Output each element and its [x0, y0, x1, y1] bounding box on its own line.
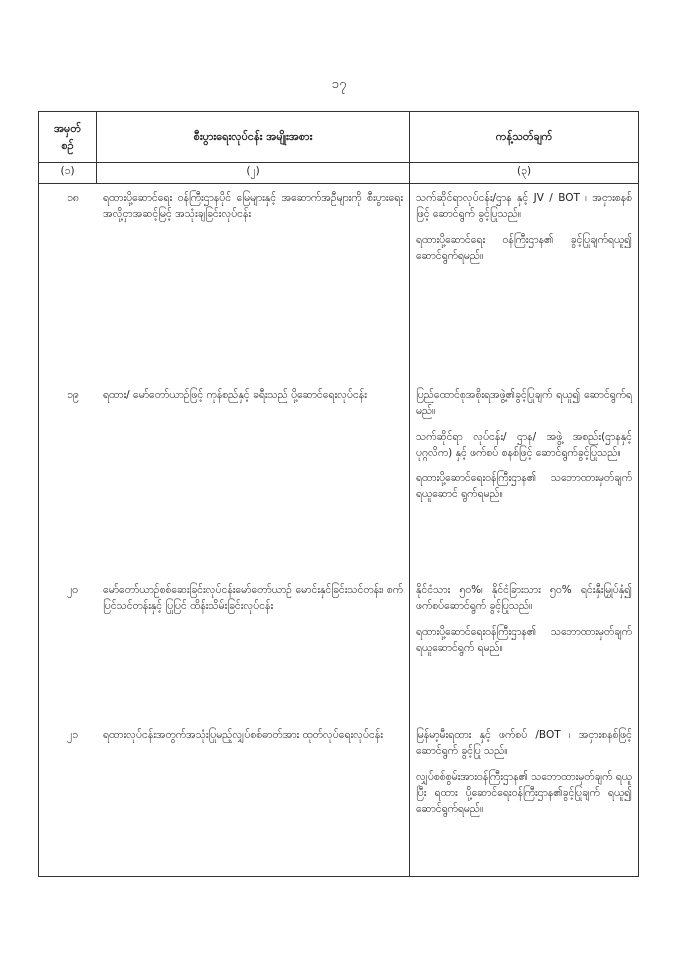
page-number: ၁၇ [331, 77, 347, 92]
regulation-table [38, 111, 639, 877]
row-number: ၂၀ [67, 584, 79, 596]
restriction-note: သက်ဆိုင်ရာလုပ်ငန်း/ဌာန နှင့် JV / BOT ၊ အငှားစနစ်ဖြင့် ဆောင်ရွက် ခွင့်ပြုသည်။ [416, 192, 632, 221]
column-number-1: (၁) [39, 163, 97, 184]
restriction-note: ပြည်ထောင်စုအစိုးရအဖွဲ့၏ခွင့်ပြုချက် ရယူ၍ ဆောင်ရွက်ရမည်။ [416, 389, 632, 418]
column-number-3: (၃) [410, 163, 639, 184]
business-description: မော်တော်ယာဉ်စစ်ဆေးခြင်းလုပ်ငန်းမော်တော်ယာဉ် မောင်းနှင်ခြင်းသင်တန်း၊ စက်ပြင်သင်တန်းနှင့် ပြုပြင် ထိန်းသိမ်းခြင်းလုပ်ငန်း [103, 584, 403, 613]
restriction-cell [410, 184, 639, 877]
restriction-note: နိုင်ငံသား ၅၀%၊ နိုင်ငံခြားသား ၅၀% ရင်းနှီးမြှုပ်နှံ၍ ဖက်စပ်ဆောင်ရွက် ခွင့်ပြုသည်။ [416, 584, 632, 613]
serial-and-business-cell [39, 184, 410, 877]
restriction-note: လျှပ်စစ်စွမ်းအားဝန်ကြီးဌာန၏ သဘောထားမှတ်ချက် ရယူပြီး ရထား ပို့ဆောင်ရေးဝန်ကြီးဌာန၏ခွင့်ပြုချက် ရယူ၍ ဆောင်ရွက်ရမည်။ [416, 770, 632, 816]
business-description: ရထား/ မော်တော်ယာဉ်ဖြင့် ကုန်စည်နှင့် ခရီးသည် ပို့ဆောင်ရေးလုပ်ငန်း [103, 389, 367, 401]
table-body-row [39, 184, 639, 877]
restriction-group [410, 387, 638, 503]
column-number-2: (၂) [97, 163, 410, 184]
restriction-note: ရထားပို့ဆောင်ရေးဝန်ကြီးဌာန၏ သဘောထားမှတ်ချက်ရယူဆောင်ရွက် ရမည်။ [416, 625, 632, 654]
header-row [39, 112, 639, 163]
business-description: ရထားပို့ဆောင်ရေး ဝန်ကြီးဌာနပိုင် မြေများနှင့် အဆောက်အဦများကို စီးပွားရေး အလို့ငှာအဆင့်မြင့် အသုံးချခြင်းလုပ်ငန်း [103, 192, 403, 221]
column-number-row [39, 163, 639, 184]
business-description: ရထားလုပ်ငန်းအတွက်အသုံးပြုမည့်လျှပ်စစ်ဓာတ်အား ထုတ်လုပ်ရေးလုပ်ငန်း [103, 729, 383, 741]
restriction-note: ရထားပို့ဆောင်ရေး ဝန်ကြီးဌာန၏ ခွင့်ပြုချက်ရယူ၍ ဆောင်ရွက်ရမည်။ [416, 233, 632, 262]
table-row [39, 727, 409, 743]
restriction-group [410, 190, 638, 264]
row-number: ၁၈ [67, 192, 79, 204]
table-row [39, 190, 409, 223]
restriction-note: သက်ဆိုင်ရာ လုပ်ငန်း/ ဌာန/ အဖွဲ့ အစည်း(ဌာနနှင့်ပုဂ္ဂလိက) နှင့် ဖက်စပ် စနစ်ဖြင့် ဆောင်ရွက်ခွင့်ပြုသည်။ [416, 430, 632, 459]
restriction-group [410, 582, 638, 656]
header-business-type: စီးပွားရေးလုပ်ငန်း အမျိုးအစား [97, 112, 410, 163]
row-number: ၁၉ [67, 389, 79, 401]
table-row [39, 582, 409, 615]
header-serial-no: အမှတ် စဉ် [39, 112, 97, 163]
table-row [39, 387, 409, 403]
restriction-note: မြန်မာ့မီးရထား နှင့် ဖက်စပ် /BOT ၊ အငှားစနစ်ဖြင့် ဆောင်ရွက် ခွင့်ပြု သည်။ [416, 729, 632, 758]
restriction-note: ရထားပို့ဆောင်ရေးဝန်ကြီးဌာန၏ သဘောထားမှတ်ချက် ရယူဆောင် ရွက်ရမည်။ [416, 472, 632, 501]
header-restriction: ကန့်သတ်ချက် [410, 112, 639, 163]
row-number: ၂၁ [67, 729, 79, 741]
restriction-group [410, 727, 638, 817]
